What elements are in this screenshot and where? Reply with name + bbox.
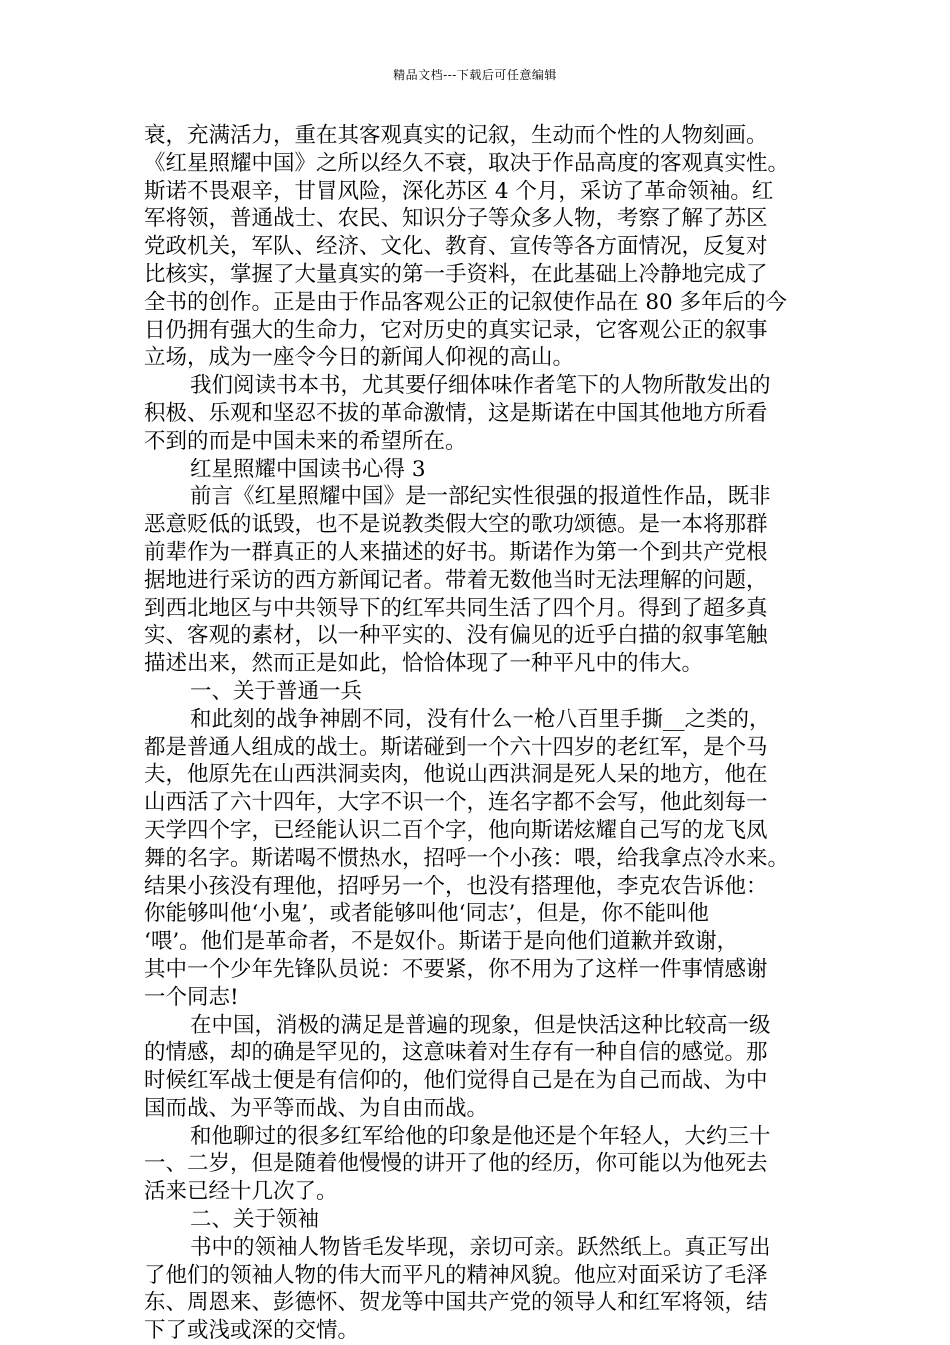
page-header: 精品文档---下载后可任意编辑 <box>393 68 557 82</box>
text-line: 不到的而是中国未来的希望所在。 <box>144 428 467 454</box>
text-line: 一个同志! <box>144 984 239 1010</box>
text-line: 在中国，消极的满足是普遍的现象，但是快活这种比较高一级 <box>190 1012 771 1038</box>
text-line: 下了或浅或深的交情。 <box>144 1318 360 1344</box>
text-line: 据地进行采访的西方新闻记者。带着无数他当时无法理解的问题， <box>144 567 768 593</box>
text-line: 东、周恩来、彭德怀、贺龙等中国共产党的领导人和红军将领，结 <box>144 1290 768 1316</box>
text-line: 党政机关，军队、经济、文化、教育、宣传等各方面情况，反复对 <box>144 234 768 260</box>
text-line: 都是普通人组成的战士。斯诺碰到一个六十四岁的老红军，是个马 <box>144 734 768 760</box>
text-line: 天学四个字，已经能认识二百个字，他向斯诺炫耀自己写的龙飞凤 <box>144 817 768 843</box>
text-line: 时候红军战士便是有信仰的，他们觉得自己是在为自己而战、为中 <box>144 1068 768 1094</box>
text-line: 和此刻的战争神剧不同，没有什么一枪八百里手撕__之类的， <box>190 706 771 732</box>
text-line: 活来已经十几次了。 <box>144 1179 338 1205</box>
text-line: 红星照耀中国读书心得 3 <box>190 456 426 482</box>
text-line: 积极、乐观和坚忍不拔的革命激情，这是斯诺在中国其他地方所看 <box>144 400 768 426</box>
text-line: 我们阅读书本书，尤其要仔细体味作者笔下的人物所散发出的 <box>190 373 771 399</box>
text-line: 舞的名字。斯诺喝不惯热水，招呼一个小孩：喂，给我拿点冷水来。 <box>144 845 790 871</box>
text-line: 军将领，普通战士、农民、知识分子等众多人物，考察了解了苏区 <box>144 206 768 232</box>
document-body <box>144 122 816 1345</box>
text-line: 其中一个少年先锋队员说：不要紧，你不用为了这样一件事情感谢 <box>144 956 768 982</box>
text-line: 书中的领袖人物皆毛发毕现，亲切可亲。跃然纸上。真正写出 <box>190 1234 771 1260</box>
text-line: 全书的创作。正是由于作品客观公正的记叙使作品在 80 多年后的今 <box>144 289 788 315</box>
text-line: 你能够叫他‘小鬼’，或者能够叫他‘同志’，但是，你不能叫他 <box>144 901 709 927</box>
text-line: 二、关于领袖 <box>190 1207 320 1233</box>
text-line: 比核实，掌握了大量真实的第一手资料，在此基础上冷静地完成了 <box>144 261 768 287</box>
text-line: 一、关于普通一兵 <box>190 678 363 704</box>
text-line: 恶意贬低的诋毁，也不是说教类假大空的歌功颂德。是一本将那群 <box>144 512 768 538</box>
text-line: 山西活了六十四年，大字不识一个，连名字都不会写，他此刻每一 <box>144 790 768 816</box>
text-line: 国而战、为平等而战、为自由而战。 <box>144 1095 489 1121</box>
text-line: 前辈作为一群真正的人来描述的好书。斯诺作为第一个到共产党根 <box>144 539 768 565</box>
text-line: ‘喂’。他们是革命者，不是奴仆。斯诺于是向他们道歉并致谢， <box>144 929 739 955</box>
text-line: 实、客观的素材，以一种平实的、没有偏见的近乎白描的叙事笔触 <box>144 623 768 649</box>
text-line: 日仍拥有强大的生命力，它对历史的真实记录，它客观公正的叙事 <box>144 317 768 343</box>
text-line: 结果小孩没有理他，招呼另一个，也没有搭理他，李克农告诉他： <box>144 873 768 899</box>
text-line: 描述出来，然而正是如此，恰恰体现了一种平凡中的伟大。 <box>144 651 704 677</box>
text-line: 一、二岁，但是随着他慢慢的讲开了他的经历，你可能以为他死去 <box>144 1151 768 1177</box>
text-line: 《红星照耀中国》之所以经久不衰，取决于作品高度的客观真实性。 <box>144 150 790 176</box>
text-line: 前言《红星照耀中国》是一部纪实性很强的报道性作品，既非 <box>190 484 771 510</box>
text-line: 斯诺不畏艰辛，甘冒风险，深化苏区 4 个月，采访了革命领袖。红 <box>144 178 774 204</box>
text-line: 的情感，却的确是罕见的，这意味着对生存有一种自信的感觉。那 <box>144 1040 768 1066</box>
text-line: 立场，成为一座令今日的新闻人仰视的高山。 <box>144 345 575 371</box>
text-line: 到西北地区与中共领导下的红军共同生活了四个月。得到了超多真 <box>144 595 768 621</box>
text-line: 衰，充满活力，重在其客观真实的记叙，生动而个性的人物刻画。 <box>144 123 768 148</box>
text-line: 和他聊过的很多红军给他的印象是他还是个年轻人，大约三十 <box>190 1123 771 1149</box>
text-line: 了他们的领袖人物的伟大而平凡的精神风貌。他应对面采访了毛泽 <box>144 1262 768 1288</box>
text-line: 夫，他原先在山西洪洞卖肉，他说山西洪洞是死人呆的地方，他在 <box>144 762 768 788</box>
